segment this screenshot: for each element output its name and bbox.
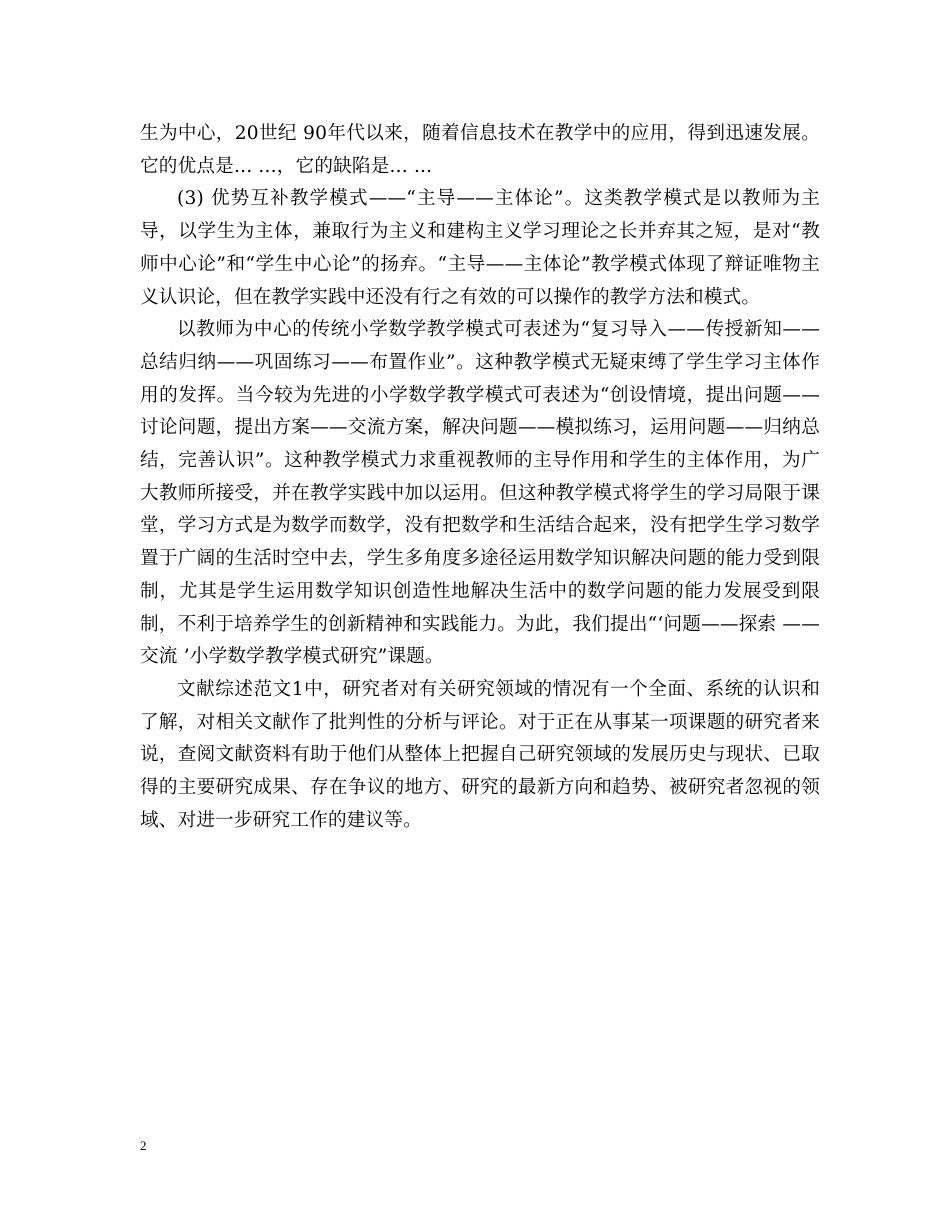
paragraph-complementary-model: (3) 优势互补教学模式——“主导——主体论”。这类教学模式是以教师为主导，以学生为主体，兼取行为主义和建构主义学习理论之长并弃其之短，是对“教师中心论”和“学生中心论”的扬弃。“主导——主体论”教学模式体现了辩证唯物主义认识论，但在教学实践中还没有行之有效的可以操作的教学方法和模式。 xyxy=(140,188,820,308)
paragraph-traditional-model: 以教师为中心的传统小学数学教学模式可表述为“复习导入——传授新知——总结归纳——巩固练习——布置作业”。这种教学模式无疑束缚了学生学习主体作用的发挥。当今较为先进的小学数学教学模式可表述为“创设情境，提出问题——讨论问题，提出方案——交流方案，解决问题——模拟练习，运用问题——归纳总结，完善认识”。这种教学模式力求重视教师的主导作用和学生的主体作用，为广大教师所接受，并在教学实践中加以运用。但这种教学模式将学生的学习局限于课堂，学习方式是为数学而数学，没有把数学和生活结合起来，没有把学生学习数学置于广阔的生活时空中去，学生多角度多途径运用数学知识解决问题的能力受到限制，尤其是学生运用数学知识创造性地解决生活中的数学问题的能力发展受到限制，不利于培养学生的创新精神和实践能力。为此，我们提出“‘问题——探索 ——交流 ’小学数学教学模式研究”课题。 xyxy=(140,319,820,668)
paragraph-continuation: 生为中心，20世纪 90年代以来，随着信息技术在教学中的应用，得到迅速发展。它的优点是... ...，它的缺陷是... ... xyxy=(140,123,820,177)
page-number: 2 xyxy=(140,1138,147,1153)
body-text xyxy=(140,118,820,837)
paragraph-literature-review: 文献综述范文1中，研究者对有关研究领域的情况有一个全面、系统的认识和了解，对相关文献作了批判性的分析与评论。对于正在从事某一项课题的研究者来说，查阅文献资料有助于他们从整体上把握自己研究领域的发展历史与现状、已取得的主要研究成果、存在争议的地方、研究的最新方向和趋势、被研究者忽视的领域、对进一步研究工作的建议等。 xyxy=(140,678,820,831)
